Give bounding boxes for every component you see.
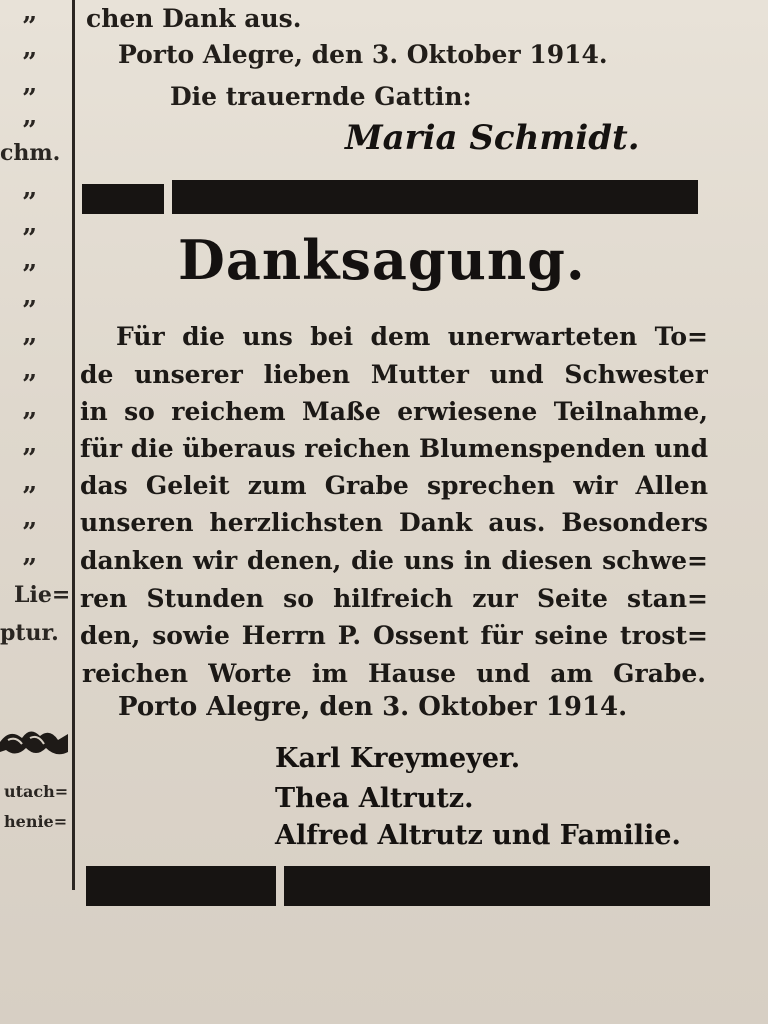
- notice-text-line: unseren herzlichsten Dank aus. Besonders: [80, 508, 708, 537]
- margin-word: henie=: [4, 812, 68, 831]
- notice-text-line: für die überaus reichen Blumenspenden und: [80, 434, 708, 463]
- margin-word: utach=: [4, 782, 69, 801]
- ditto-mark: ”: [22, 334, 37, 364]
- notice-text-line: danken wir denen, die uns in diesen schwe=: [80, 546, 708, 575]
- notice-dateline: Porto Alegre, den 3. Oktober 1914.: [118, 692, 628, 722]
- ditto-mark: ”: [22, 408, 37, 438]
- notice-text-line: ren Stunden so hilfreich zur Seite stan=: [80, 584, 708, 613]
- margin-word: Lie=: [14, 582, 71, 608]
- notice-text-line: den, sowie Herrn P. Ossent für seine trost=: [80, 621, 708, 650]
- previous-notice-line: chen Dank aus.: [86, 4, 302, 33]
- ditto-mark: ”: [22, 116, 37, 146]
- ditto-mark: ”: [22, 518, 37, 548]
- previous-notice-dateline: Porto Alegre, den 3. Oktober 1914.: [118, 40, 608, 69]
- notice-text-line: reichen Worte im Hause und am Grabe.: [82, 659, 706, 688]
- notice-text-line: in so reichem Maße erwiesene Teilnahme,: [80, 397, 708, 426]
- ditto-mark: ”: [22, 188, 37, 218]
- rule-bar: [86, 866, 276, 906]
- notice-text-line: das Geleit zum Grabe sprechen wir Allen: [80, 471, 708, 500]
- rule-bar: [172, 180, 698, 214]
- margin-word: chm.: [0, 140, 61, 166]
- previous-notice-signature: Maria Schmidt.: [345, 118, 640, 158]
- rule-bar: [82, 184, 164, 214]
- ditto-mark: ”: [22, 296, 37, 326]
- ditto-mark: ”: [22, 482, 37, 512]
- margin-word: ptur.: [0, 620, 59, 646]
- ditto-mark: ”: [22, 260, 37, 290]
- notice-signature: Thea Altrutz.: [275, 783, 474, 814]
- column-rule: [72, 0, 75, 890]
- notice-text-line: de unserer lieben Mutter und Schwester: [80, 360, 708, 389]
- notice-signature: Alfred Altrutz und Familie.: [275, 820, 681, 851]
- notice-signature: Karl Kreymeyer.: [275, 743, 521, 774]
- ditto-mark: ”: [22, 84, 37, 114]
- notice-text-line: Für die uns bei dem unerwarteten To=: [116, 322, 708, 351]
- ditto-mark: ”: [22, 48, 37, 78]
- ditto-mark: ”: [22, 224, 37, 254]
- notice-title: Danksagung.: [178, 228, 586, 292]
- ditto-mark: ”: [22, 12, 37, 42]
- left-neighbour-column: [0, 0, 72, 900]
- ditto-mark: ”: [22, 444, 37, 474]
- ditto-mark: ”: [22, 370, 37, 400]
- ditto-mark: ”: [22, 554, 37, 584]
- ornament-icon: [0, 722, 68, 762]
- mourner-label: Die trauernde Gattin:: [170, 82, 472, 111]
- rule-bar: [284, 866, 710, 906]
